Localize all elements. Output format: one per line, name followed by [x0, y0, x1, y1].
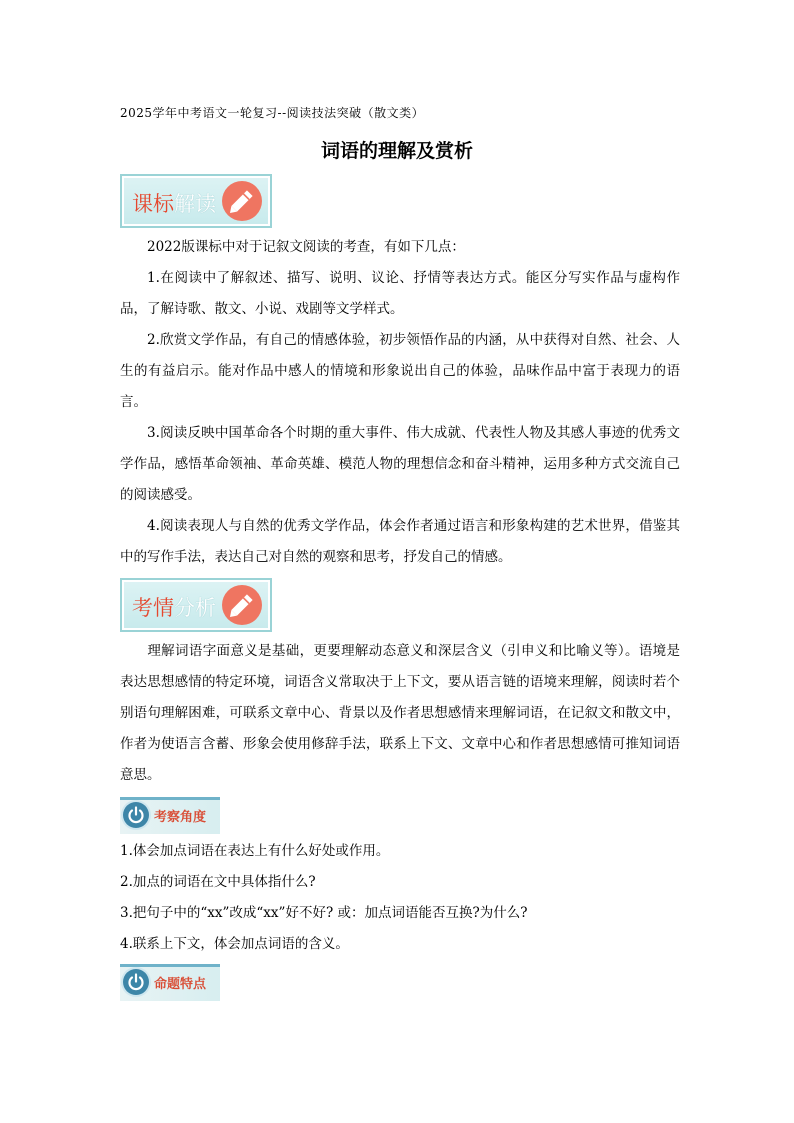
pencil-icon	[222, 181, 262, 221]
section1-point-2: 2.欣赏文学作品，有自己的情感体验，初步领悟作品的内涵，从中获得对自然、社会、人生的有益启示。能对作品中感人的情境和形象说出自己的体验，品味作品中富于表现力的语言。	[120, 332, 680, 410]
sub-banner-features-label: 命题特点	[154, 977, 207, 992]
power-icon	[123, 802, 149, 828]
pencil-icon	[222, 585, 262, 625]
list-item: 3.把句子中的“xx”改成“xx”好不好? 或：加点词语能否互换?为什么?	[120, 905, 528, 921]
sub-banner-features	[120, 964, 220, 998]
banner-analysis	[120, 578, 272, 632]
section1-point-3: 3.阅读反映中国革命各个时期的重大事件、伟大成就、代表性人物及其感人事迹的优秀文学作品，感悟革命领袖、革命英雄、模范人物的理想信念和奋斗精神，运用多种方式交流自己的阅读感受。	[120, 425, 680, 503]
section1-point-1: 1.在阅读中了解叙述、描写、说明、议论、抒情等表达方式。能区分写实作品与虚构作品，了解诗歌、散文、小说、戏剧等文学样式。	[120, 270, 680, 317]
list-item: 2.加点的词语在文中具体指什么?	[120, 874, 316, 890]
document-header: 2025学年中考语文一轮复习--阅读技法突破（散文类）	[120, 106, 425, 120]
page-title: 词语的理解及赏析	[320, 140, 473, 162]
power-icon	[123, 969, 149, 995]
banner-curriculum-part1: 课标	[132, 192, 174, 216]
sub-banner-angle-label: 考察角度	[154, 810, 207, 825]
section1-point-4: 4.阅读表现人与自然的优秀文学作品，体会作者通过语言和形象构建的艺术世界，借鉴其中的写作手法，表达自己对自然的观察和思考，抒发自己的情感。	[120, 518, 680, 565]
banner-curriculum	[120, 174, 272, 228]
angle-list	[120, 836, 680, 960]
banner-analysis-part2: 分析	[174, 596, 216, 620]
banner-analysis-part1: 考情	[132, 596, 174, 620]
list-item: 1.体会加点词语在表达上有什么好处或作用。	[120, 843, 390, 859]
list-item: 4.联系上下文，体会加点词语的含义。	[120, 936, 349, 952]
sub-banner-angle	[120, 797, 220, 831]
section2-paragraph: 理解词语字面意义是基础，更要理解动态意义和深层含义（引申义和比喻义等）。语境是表达思想感情的特定环境，词语含义常取决于上下文，要从语言链的语境来理解，阅读时若个别语句理解困难，可联系文章中心、背景以及作者思想感情来理解词语，在记叙文和散文中，作者为使语言含蓄、形象会使用修辞手法，联系上下文、文章中心和作者思想感情可推知词语意思。	[120, 643, 680, 783]
section1-intro: 2022版课标中对于记叙文阅读的考查，有如下几点：	[147, 239, 465, 255]
banner-curriculum-part2: 解读	[174, 192, 216, 216]
